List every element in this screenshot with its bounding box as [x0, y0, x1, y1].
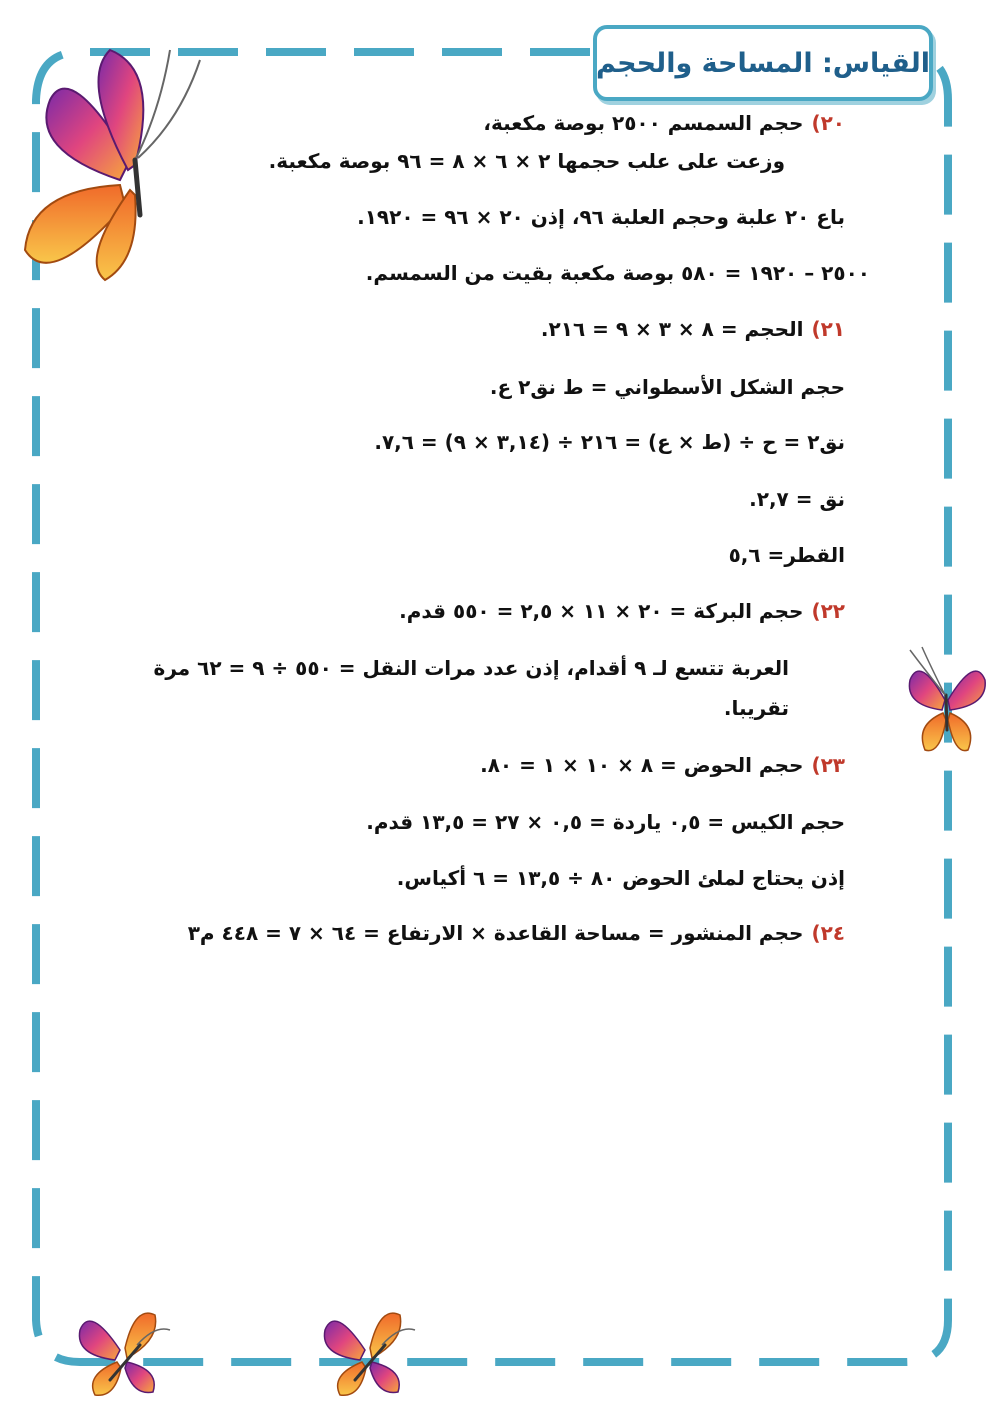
- problem-21-line-2: حجم الشكل الأسطواني = ط نق٢ ع.: [489, 375, 845, 399]
- butterfly-right-icon: [900, 645, 990, 760]
- problem-20-line-1: ٢٠)حجم السمسم ٢٥٠٠ بوصة مكعبة،: [483, 111, 845, 135]
- problem-23-line-3: إذن يحتاج لملئ الحوض ٨٠ ÷ ١٣,٥ = ٦ أكياس.: [396, 866, 845, 890]
- title-box: [593, 25, 933, 101]
- problem-22-line-2: العربة تتسع لـ ٩ أقدام، إذن عدد مرات النقل = ٥٥٠ ÷ ٩ = ٦٢ مرة تقريبا.: [153, 656, 789, 720]
- problem-20-line-4: ٢٥٠٠ – ١٩٢٠ = ٥٨٠ بوصة مكعبة بقيت من السمسم.: [365, 261, 870, 285]
- problem-number: ٢٤): [811, 921, 845, 945]
- page-title: القياس: المساحة والحجم: [595, 47, 931, 79]
- problem-23-line-2: حجم الكيس = ٠,٥ ياردة = ٠,٥ × ٢٧ = ١٣,٥ قدم.: [366, 810, 845, 834]
- problem-23-line-1: ٢٣)حجم الحوض = ٨ × ١٠ × ١ = ٨٠.: [480, 753, 845, 777]
- problem-number: ٢٣): [811, 753, 845, 777]
- problem-22-line-1: ٢٢)حجم البركة = ٢٠ × ١١ × ٢,٥ = ٥٥٠ قدم.: [399, 599, 845, 623]
- butterfly-large-icon: [10, 40, 210, 300]
- problem-20-line-3: باع ٢٠ علبة وحجم العلبة ٩٦، إذن ٢٠ × ٩٦ = ١٩٢٠.: [357, 205, 845, 229]
- butterfly-bottom-left-icon: [75, 1300, 175, 1400]
- problem-number: ٢١): [811, 317, 845, 341]
- problem-21-line-5: القطر= ٥,٦: [728, 543, 845, 567]
- problem-21-line-1: ٢١)الحجم = ٨ × ٣ × ٩ = ٢١٦.: [540, 317, 845, 341]
- problem-number: ٢٠): [811, 111, 845, 135]
- butterfly-bottom-center-icon: [320, 1300, 420, 1400]
- problem-number: ٢٢): [811, 599, 845, 623]
- problem-24-line-1: ٢٤)حجم المنشور = مساحة القاعدة × الارتفاع = ٦٤ × ٧ = ٤٤٨ م٣: [187, 921, 845, 945]
- problem-20-line-2: وزعت على علب حجمها ٢ × ٦ × ٨ = ٩٦ بوصة مكعبة.: [268, 149, 785, 173]
- problem-21-line-4: نق = ٢,٧.: [749, 487, 845, 511]
- problem-21-line-3: نق٢ = ح ÷ (ط × ع) = ٢١٦ ÷ (٣,١٤ × ٩) = ٧,٦.: [374, 430, 845, 454]
